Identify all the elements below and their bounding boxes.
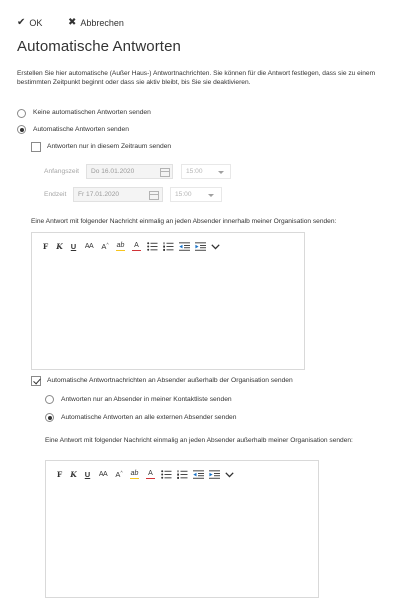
chevron-down-icon [218, 171, 224, 174]
highlight-icon[interactable]: ab [115, 241, 126, 252]
end-time-value: 15:00 [175, 191, 192, 198]
underline-icon[interactable]: U [70, 242, 77, 251]
italic-icon[interactable]: K [70, 470, 77, 479]
internal-message-label: Eine Antwort mit folgender Nachricht einmalig an jeden Absender innerhalb meiner Organisation senden: [31, 218, 337, 225]
ok-button[interactable] [17, 17, 42, 28]
cancel-button[interactable] [68, 17, 124, 28]
all-external-label: Automatische Antworten an alle externen Absender senden [61, 414, 237, 421]
close-icon: ✖ [68, 17, 77, 28]
italic-icon[interactable]: K [56, 242, 63, 251]
increase-indent-icon[interactable] [195, 241, 206, 252]
checkmark-icon: ✔ [17, 17, 26, 28]
increase-indent-icon[interactable] [209, 469, 220, 480]
end-calendar-icon[interactable] [149, 191, 159, 200]
more-chevron-icon[interactable] [225, 469, 234, 480]
contacts-only-radio[interactable] [45, 395, 54, 404]
decrease-indent-icon[interactable] [179, 241, 190, 252]
font-color-icon[interactable]: A [131, 241, 142, 252]
decrease-indent-icon[interactable] [193, 469, 204, 480]
start-time-label: Anfangszeit [44, 168, 79, 175]
no-replies-label: Keine automatischen Antworten senden [33, 109, 151, 116]
external-enable-checkbox[interactable] [31, 376, 41, 386]
time-range-label: Antworten nur in diesem Zeitraum senden [47, 143, 172, 150]
no-replies-radio[interactable] [17, 109, 26, 118]
external-message-label: Eine Antwort mit folgender Nachricht einmalig an jeden Absender außerhalb meiner Organisation senden: [45, 437, 353, 444]
start-time-value: 15:00 [186, 168, 203, 175]
formatting-toolbar [41, 241, 225, 252]
start-date-value: Do 16.01.2020 [91, 168, 135, 175]
send-replies-radio[interactable] [17, 125, 26, 134]
page-title: Automatische Antworten [17, 38, 181, 55]
bold-icon[interactable]: F [56, 470, 63, 479]
chevron-down-icon [208, 194, 214, 197]
all-external-radio[interactable] [45, 413, 54, 422]
bullets-icon[interactable] [147, 241, 158, 252]
grow-font-icon[interactable]: A ^ [101, 242, 109, 251]
numbering-icon[interactable] [177, 469, 188, 480]
bullets-icon[interactable] [161, 469, 172, 480]
bold-icon[interactable]: F [42, 242, 49, 251]
end-date-value: Fr 17.01.2020 [78, 191, 120, 198]
more-chevron-icon[interactable] [211, 241, 220, 252]
time-range-checkbox[interactable] [31, 142, 41, 152]
highlight-icon[interactable]: ab [129, 469, 140, 480]
grow-font-icon[interactable]: A ^ [115, 470, 123, 479]
font-size-icon[interactable]: AA [98, 471, 108, 478]
font-color-icon[interactable]: A [145, 469, 156, 480]
contacts-only-label: Antworten nur an Absender in meiner Kontaktliste senden [61, 396, 232, 403]
formatting-toolbar [55, 469, 239, 480]
end-time-dropdown[interactable] [170, 187, 222, 202]
cancel-label: Abbrechen [80, 17, 124, 28]
underline-icon[interactable]: U [84, 470, 91, 479]
numbering-icon[interactable] [163, 241, 174, 252]
start-calendar-icon[interactable] [160, 168, 170, 177]
intro-text: Erstellen Sie hier automatische (Außer Haus-) Antwortnachrichten. Sie können für die Antwort festlegen, dass sie zu einem bestimmten Zeitpunkt beginnt oder dass sie aktiv bleibt, bis Sie sie deaktivieren. [17, 70, 376, 86]
internal-message-editor[interactable] [31, 232, 305, 370]
font-size-icon[interactable]: AA [84, 243, 94, 250]
ok-label: OK [29, 17, 43, 28]
external-enable-label: Automatische Antwortnachrichten an Absender außerhalb der Organisation senden [47, 377, 293, 384]
external-message-editor[interactable] [45, 460, 319, 598]
end-time-label: Endzeit [44, 191, 67, 198]
send-replies-label: Automatische Antworten senden [33, 126, 129, 133]
